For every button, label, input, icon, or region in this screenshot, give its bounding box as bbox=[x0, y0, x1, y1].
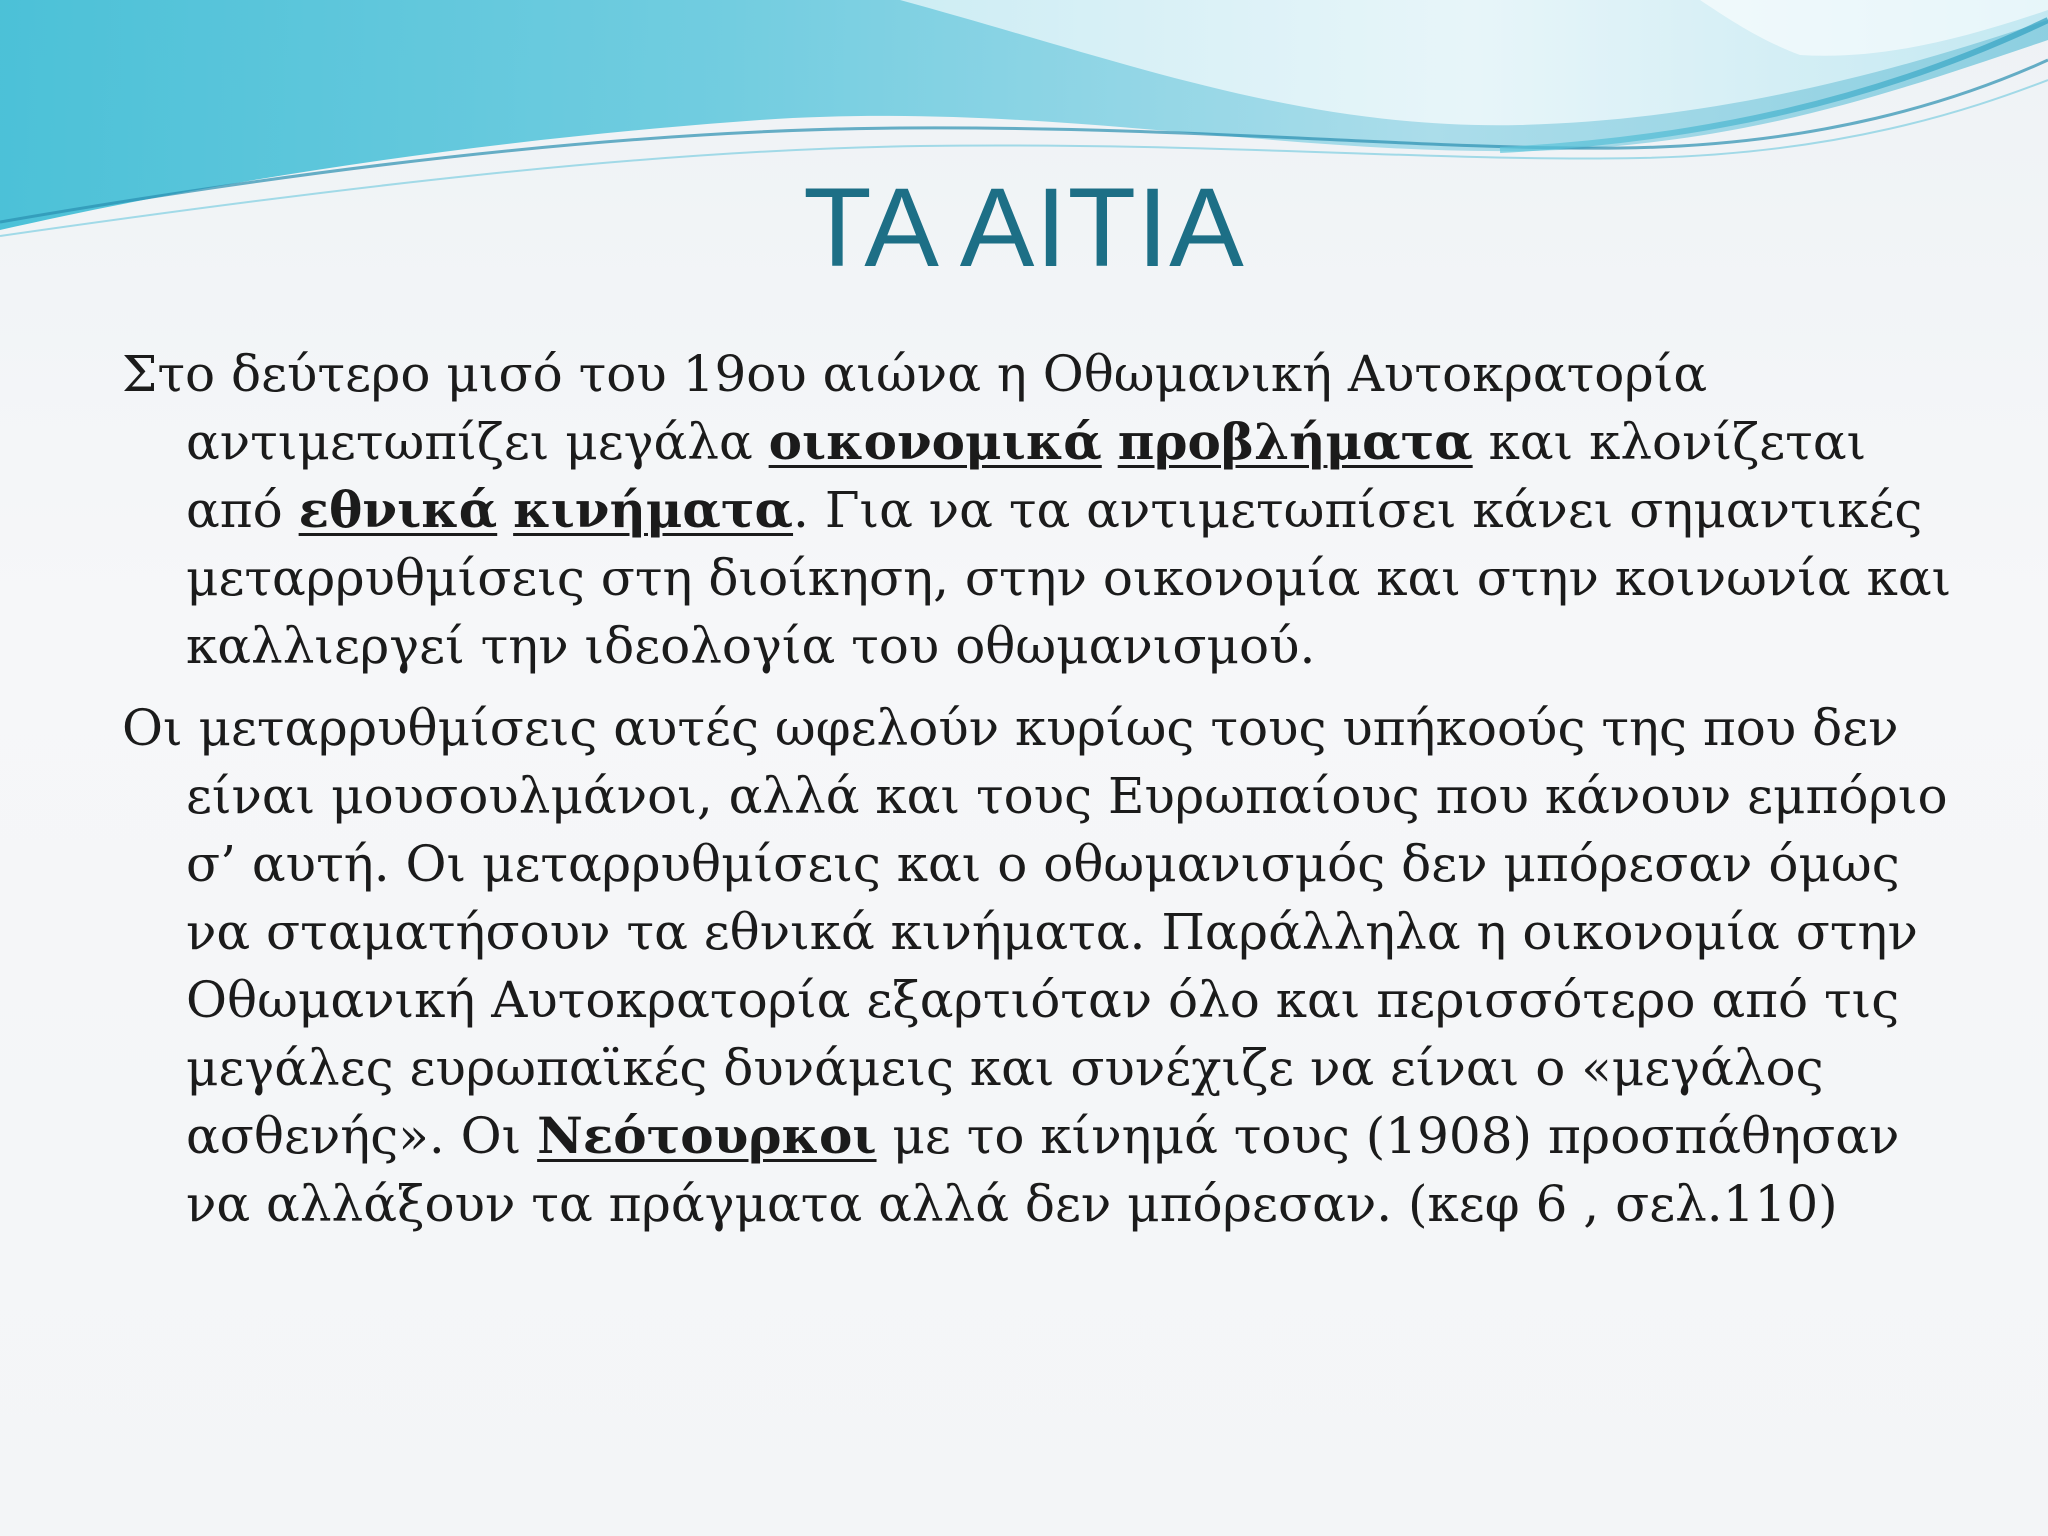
p1-text-3: και κλονίζεται από bbox=[186, 413, 1867, 539]
keyword-economic: οικονομικά bbox=[768, 412, 1102, 471]
p1-text-4 bbox=[497, 481, 513, 539]
paragraph-2 bbox=[122, 694, 1952, 1238]
keyword-movements: κινήματα bbox=[513, 480, 794, 539]
keyword-young-turks: Νεότουρκοι bbox=[537, 1106, 877, 1165]
p1-text-5: . Για να τα αντιμετωπίσει κάνει σημαντικές μεταρρυθμίσεις στη διοίκηση, στην οικονομία και στην κοινωνία και καλλιεργεί την ιδεολογία του οθωμανισμού. bbox=[186, 481, 1952, 675]
keyword-national: εθνικά bbox=[298, 480, 498, 539]
p2-text-1: Οι μεταρρυθμίσεις αυτές ωφελούν κυρίως τους υπήκοούς της που δεν είναι μουσουλμάνοι, αλλά και τους Ευρωπαίους που κάνουν εμπόριο σ’ αυτή. Οι μεταρρυθμίσεις και ο οθωμανισμός δεν μπόρεσαν όμως να σταματήσουν τα εθνικά κινήματα. Παράλληλα η οικονομία στην Οθωμανική Αυτοκρατορία εξαρτιόταν όλο και περισσότερο από τις μεγάλες ευρωπαϊκές δυνάμεις και συνέχιζε να είναι ο «μεγάλος ασθενής». Οι bbox=[122, 699, 1948, 1165]
slide-body bbox=[122, 340, 1952, 1252]
p1-text-2 bbox=[1102, 413, 1118, 471]
keyword-problems: προβλήματα bbox=[1117, 412, 1473, 471]
p1-text-1: Στο δεύτερο μισό του 19ου αιώνα η Οθωμανική Αυτοκρατορία αντιμετωπίζει μεγάλα bbox=[122, 345, 1708, 471]
slide-title: ΤΑ ΑΙΤΙΑ bbox=[803, 165, 1245, 290]
p2-text-2: με το κίνημά τους (1908) προσπάθησαν να αλλάξουν τα πράγματα αλλά δεν μπόρεσαν. (κεφ 6 , σελ.110) bbox=[186, 1107, 1900, 1233]
paragraph-1 bbox=[122, 340, 1952, 680]
